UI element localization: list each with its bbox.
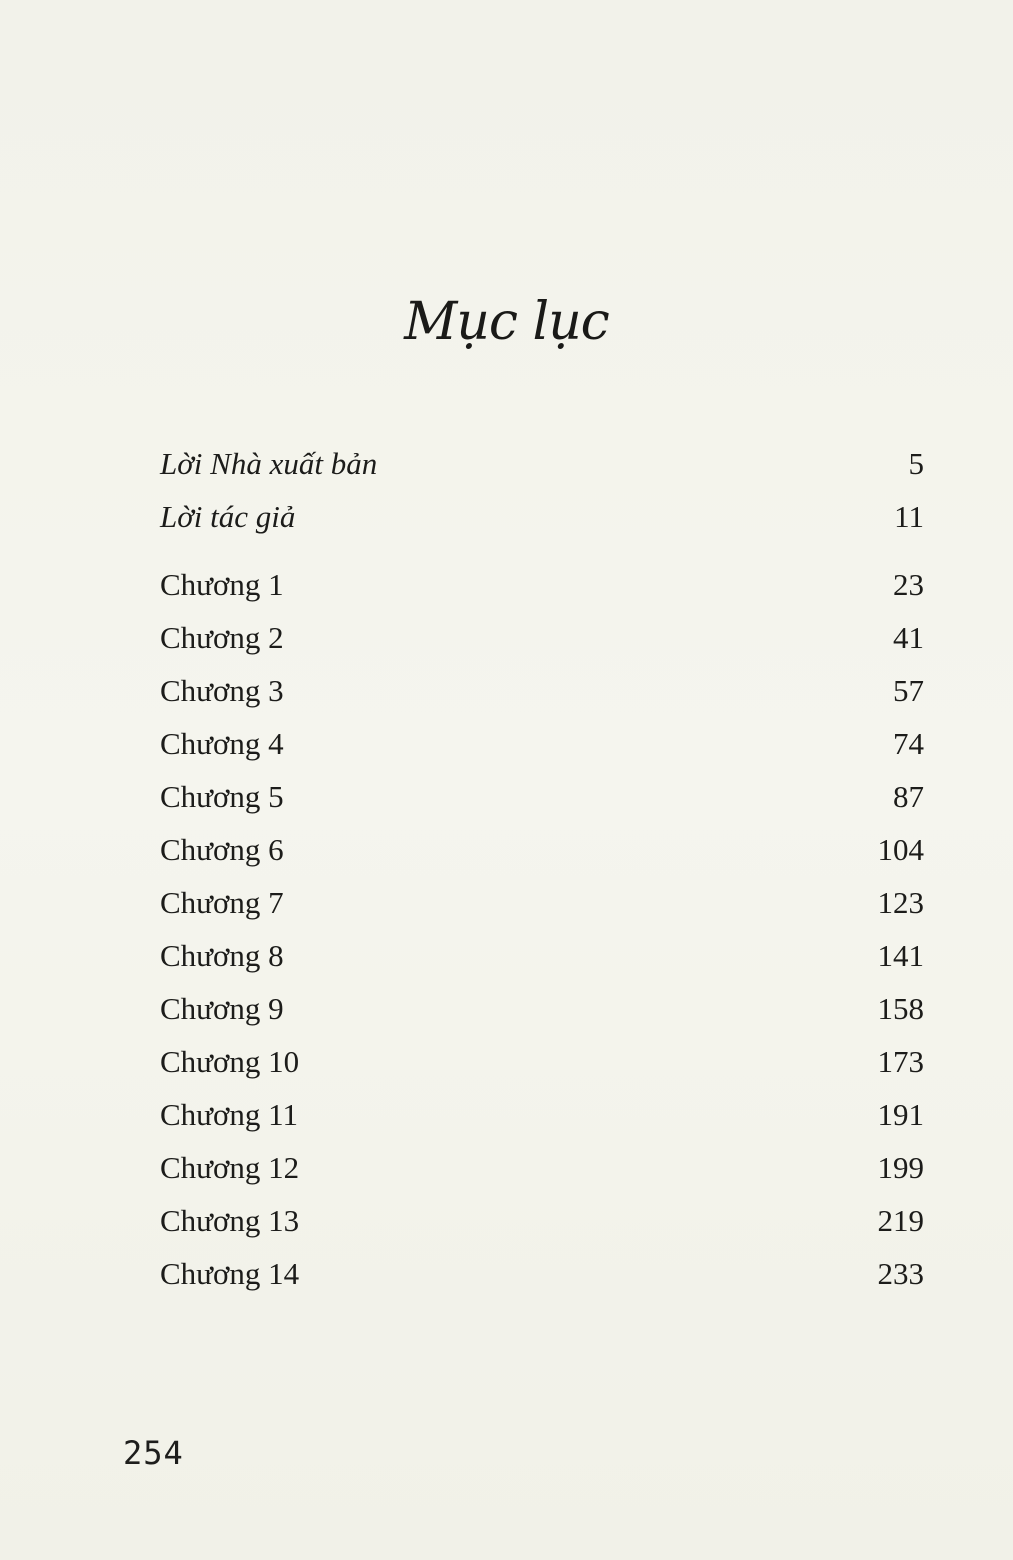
toc-entry-label: Chương 4 <box>160 726 284 761</box>
toc-entry-label: Chương 7 <box>160 885 284 920</box>
toc-entry-page: 158 <box>877 991 924 1026</box>
toc-entry-chapter <box>160 1254 924 1294</box>
toc-entry-label: Lời Nhà xuất bản <box>160 446 378 481</box>
page-title: Mục lục <box>404 292 609 352</box>
toc-entry-chapter <box>160 671 924 711</box>
toc-entry-label: Chương 8 <box>160 938 284 973</box>
toc-entry-label: Chương 11 <box>160 1097 298 1132</box>
toc-entry-chapter <box>160 883 924 923</box>
toc-entry-chapter <box>160 1042 924 1082</box>
toc-entry-page: 173 <box>877 1044 924 1079</box>
toc-entry-page: 23 <box>893 567 924 602</box>
toc-entry-chapter <box>160 1201 924 1241</box>
toc-entry-label: Chương 2 <box>160 620 284 655</box>
toc-entry-chapter <box>160 724 924 764</box>
toc-entry-page: 141 <box>877 938 924 973</box>
toc-entry-chapter <box>160 565 924 605</box>
page-number: 254 <box>123 1434 184 1472</box>
toc-entry-page: 57 <box>893 673 924 708</box>
toc-entry-chapter <box>160 1148 924 1188</box>
toc-entry-label: Chương 6 <box>160 832 284 867</box>
toc-entry-label: Chương 13 <box>160 1203 300 1238</box>
toc-entry-label: Chương 14 <box>160 1256 300 1291</box>
toc-entry-chapter <box>160 777 924 817</box>
toc-entry-page: 199 <box>877 1150 924 1185</box>
toc-entry-page: 219 <box>877 1203 924 1238</box>
toc-entry-page: 74 <box>893 726 924 761</box>
toc-entry-label: Lời tác giả <box>160 499 296 534</box>
toc-entry-chapter <box>160 618 924 658</box>
toc-entry-chapter <box>160 830 924 870</box>
toc-entry-label: Chương 5 <box>160 779 284 814</box>
toc-entry-page: 104 <box>877 832 924 867</box>
toc-entry-label: Chương 9 <box>160 991 284 1026</box>
toc-entry-label: Chương 12 <box>160 1150 300 1185</box>
toc-entry-page: 123 <box>877 885 924 920</box>
toc-entry-page: 233 <box>877 1256 924 1291</box>
toc-entry-label: Chương 3 <box>160 673 284 708</box>
toc-entry-page: 5 <box>908 446 924 481</box>
toc-entry-chapter <box>160 936 924 976</box>
toc-entry-page: 11 <box>894 499 924 534</box>
toc-entry-page: 191 <box>877 1097 924 1132</box>
toc-entry-label: Chương 10 <box>160 1044 300 1079</box>
toc-entry-publisher-note <box>160 444 924 484</box>
toc-entry-label: Chương 1 <box>160 567 284 602</box>
toc-entry-chapter <box>160 989 924 1029</box>
toc-entry-chapter <box>160 1095 924 1135</box>
toc-entry-page: 41 <box>893 620 924 655</box>
toc-entry-author-note <box>160 497 924 537</box>
toc-entry-page: 87 <box>893 779 924 814</box>
